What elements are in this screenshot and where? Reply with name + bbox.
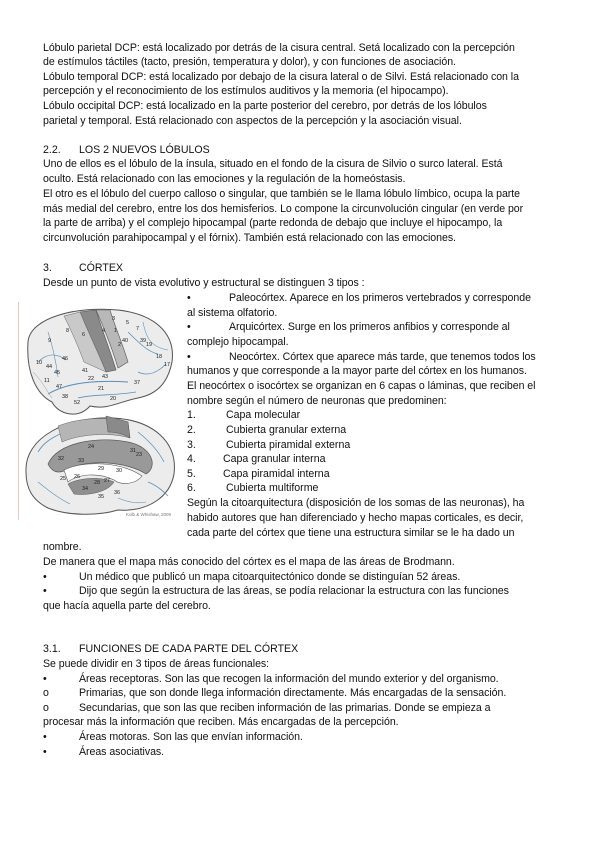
layer-name: Capa granular interna xyxy=(223,453,326,465)
layer-name: Cubierta multiforme xyxy=(226,482,319,494)
paragraph-line: De manera que el mapa más conocido del córtex es el mapa de las áreas de Brodmann. xyxy=(43,556,455,568)
brodmann-area-label: 24 xyxy=(88,444,95,450)
list-item-cont: al sistema olfatorio. xyxy=(187,307,278,319)
brodmann-area-label: 10 xyxy=(36,360,43,366)
section-number: 3. xyxy=(43,262,52,274)
brodmann-area-label: 4 xyxy=(102,328,106,334)
bullet: • xyxy=(187,292,191,304)
paragraph-line: oculto. Está relacionado con las emociones y la regulación de la homeóstasis. xyxy=(43,173,406,185)
brodmann-area-label: 33 xyxy=(78,458,85,464)
brodmann-area-label: 25 xyxy=(60,476,67,482)
sub-bullet: o xyxy=(43,702,49,714)
brodmann-area-label: 9 xyxy=(48,338,52,344)
list-item: Áreas receptoras. Son las que recogen la información del mundo exterior y del organismo. xyxy=(79,673,499,685)
paragraph-line: El otro es el lóbulo del cuerpo calloso o singular, que también se le llama lóbulo límbico, ocupa la parte xyxy=(43,188,521,200)
section-heading: CÓRTEX xyxy=(79,262,123,274)
paragraph-line: Desde un punto de vista evolutivo y estructural se distinguen 3 tipos : xyxy=(43,277,365,289)
paragraph-line: circunvolución parahipocampal y el fórnix). También está relacionado con las emociones. xyxy=(43,232,456,244)
layer-name: Capa piramidal interna xyxy=(223,468,330,480)
bullet: • xyxy=(43,731,47,743)
brodmann-area-label: 6 xyxy=(82,332,86,338)
brodmann-area-label: 28 xyxy=(94,480,101,486)
intro-line: Lóbulo occipital DCP: está localizado en la parte posterior del cerebro, por detrás de los lóbulos xyxy=(43,100,487,112)
brodmann-area-label: 26 xyxy=(74,474,81,480)
brodmann-area-label: 34 xyxy=(82,486,89,492)
bullet: • xyxy=(43,585,47,597)
list-item-cont: El neocórtex o isocórtex se organizan en 6 capas o láminas, que reciben el xyxy=(187,380,536,392)
brodmann-area-label: 21 xyxy=(98,386,105,392)
list-item: Paleocórtex. Aparece en los primeros vertebrados y corresponde xyxy=(229,292,531,304)
layer-number: 1. xyxy=(187,409,196,421)
list-item: Primarias, que son donde llega información directamente. Más encargadas de la sensación. xyxy=(79,687,507,699)
layer-number: 6. xyxy=(187,482,196,494)
brodmann-area-label: 22 xyxy=(88,376,95,382)
section-heading: FUNCIONES DE CADA PARTE DEL CÓRTEX xyxy=(79,643,299,655)
layer-name: Cubierta granular externa xyxy=(226,424,347,436)
list-item: Neocórtex. Córtex que aparece más tarde, que tenemos todos los xyxy=(229,351,536,363)
layer-name: Capa molecular xyxy=(226,409,301,421)
paragraph-line: más medial del cerebro, entre los dos hemisferios. Lo compone la circunvolución cingular (en verde por xyxy=(43,203,524,215)
lateral-brain-view xyxy=(28,309,173,414)
brodmann-area-label: 18 xyxy=(156,354,163,360)
brodmann-area-label: 44 xyxy=(46,364,53,370)
figure-credit: Kolb & Whishaw, 2009 xyxy=(126,512,172,517)
brodmann-area-label: 47 xyxy=(56,384,63,390)
brodmann-area-label: 1 xyxy=(114,328,118,334)
brodmann-area-label: 41 xyxy=(82,368,89,374)
brodmann-area-label: 7 xyxy=(136,326,140,332)
list-item-cont: procesar más la información que reciben. Más encargadas de la percepción. xyxy=(43,716,399,728)
bullet: • xyxy=(43,673,47,685)
paragraph-line: Se puede dividir en 3 tipos de áreas funcionales: xyxy=(43,658,270,670)
brodmann-area-label: 35 xyxy=(98,494,105,500)
section-number: 3.1. xyxy=(43,643,61,655)
brodmann-area-label: 23 xyxy=(136,452,143,458)
bullet: • xyxy=(43,571,47,583)
list-item-cont: que hacía aquella parte del cerebro. xyxy=(43,600,211,612)
list-item: Arquicórtex. Surge en los primeros anfibios y corresponde al xyxy=(229,321,510,333)
intro-line: Lóbulo parietal DCP: está localizado por detrás de la cisura central. Setá localizado con la percepción xyxy=(43,42,515,54)
paragraph-line: la parte de arriba) y el complejo hipocampal (parte redonda de debajo que incluye el hipocampo, la xyxy=(43,217,503,229)
brodmann-area-label: 46 xyxy=(62,356,69,362)
section-heading: LOS 2 NUEVOS LÓBULOS xyxy=(79,144,210,156)
list-item: Áreas motoras. Son las que envían información. xyxy=(79,731,303,743)
paragraph-line: habido autores que han diferenciado y hecho mapas corticales, es decir, xyxy=(187,512,524,524)
brodmann-area-label: 29 xyxy=(98,466,105,472)
section-number: 2.2. xyxy=(43,144,61,156)
layer-number: 4. xyxy=(187,453,196,465)
brodmann-area-label: 45 xyxy=(54,370,61,376)
list-item: Un médico que publicó un mapa citoarquitectónico donde se distinguían 52 áreas. xyxy=(79,571,461,583)
brodmann-area-label: 31 xyxy=(130,448,137,454)
brodmann-map-figure xyxy=(18,302,182,520)
brodmann-area-label: 17 xyxy=(164,362,171,368)
brodmann-area-label: 5 xyxy=(126,320,130,326)
brodmann-area-label: 19 xyxy=(146,342,153,348)
brodmann-area-label: 11 xyxy=(44,378,50,384)
brodmann-area-label: 20 xyxy=(110,396,117,402)
paragraph-line: Según la citoarquitectura (disposición de los somas de las neuronas), ha xyxy=(187,497,525,509)
brodmann-area-label: 27 xyxy=(104,478,111,484)
brodmann-area-label: 43 xyxy=(102,374,109,380)
brodmann-area-label: 3 xyxy=(112,316,116,322)
paragraph-line: Uno de ellos es el lóbulo de la ínsula, situado en el fondo de la cisura de Silvio o surco lateral. Está xyxy=(43,158,503,170)
bullet: • xyxy=(43,746,47,758)
bullet: • xyxy=(187,351,191,363)
intro-line: percepción y el reconocimiento de los estímulos auditivos y la memoria (el hipocampo). xyxy=(43,85,449,97)
brodmann-area-label: 39 xyxy=(140,338,147,344)
layer-name: Cubierta piramidal externa xyxy=(226,439,351,451)
list-item: Dijo que según la estructura de las áreas, se podía relacionar la estructura con las funciones xyxy=(79,585,509,597)
brodmann-area-label: 38 xyxy=(62,394,69,400)
list-item: Secundarias, que son las que reciben información de las primarias. Donde se empieza a xyxy=(79,702,491,714)
brodmann-area-label: 8 xyxy=(66,328,70,334)
list-item-cont: nombre según el número de neuronas que predominen: xyxy=(187,395,447,407)
brodmann-area-label: 30 xyxy=(116,468,123,474)
layer-number: 5. xyxy=(187,468,196,480)
brodmann-area-label: 40 xyxy=(122,338,129,344)
sub-bullet: o xyxy=(43,687,49,699)
layer-number: 3. xyxy=(187,439,196,451)
brodmann-area-label: 32 xyxy=(58,456,65,462)
brodmann-area-label: 36 xyxy=(114,490,121,496)
list-item-cont: complejo hipocampal. xyxy=(187,336,289,348)
intro-line: Lóbulo temporal DCP: está localizado por debajo de la cisura lateral o de Silvi. Está relacionado con la xyxy=(43,71,519,83)
paragraph-line: cada parte del córtex que tiene una estructura similar se le ha dado un xyxy=(187,527,515,539)
intro-line: parietal y temporal. Está relacionado con aspectos de la percepción y la asociación visual. xyxy=(43,115,462,127)
intro-line: de estímulos táctiles (tacto, presión, temperatura y dolor), y con funciones de asociación. xyxy=(43,56,456,68)
brodmann-map-illustration xyxy=(18,302,182,520)
brodmann-area-label: 52 xyxy=(74,400,81,406)
layer-number: 2. xyxy=(187,424,196,436)
brodmann-area-label: 37 xyxy=(134,380,141,386)
paragraph-line: nombre. xyxy=(43,541,82,553)
list-item-cont: humanos y que corresponde a la mayor parte del córtex en los humanos. xyxy=(187,365,527,377)
figure-margin-rule xyxy=(18,302,19,520)
brodmann-area-label: 2 xyxy=(118,342,122,348)
bullet: • xyxy=(187,321,191,333)
list-item: Áreas asociativas. xyxy=(79,746,165,758)
